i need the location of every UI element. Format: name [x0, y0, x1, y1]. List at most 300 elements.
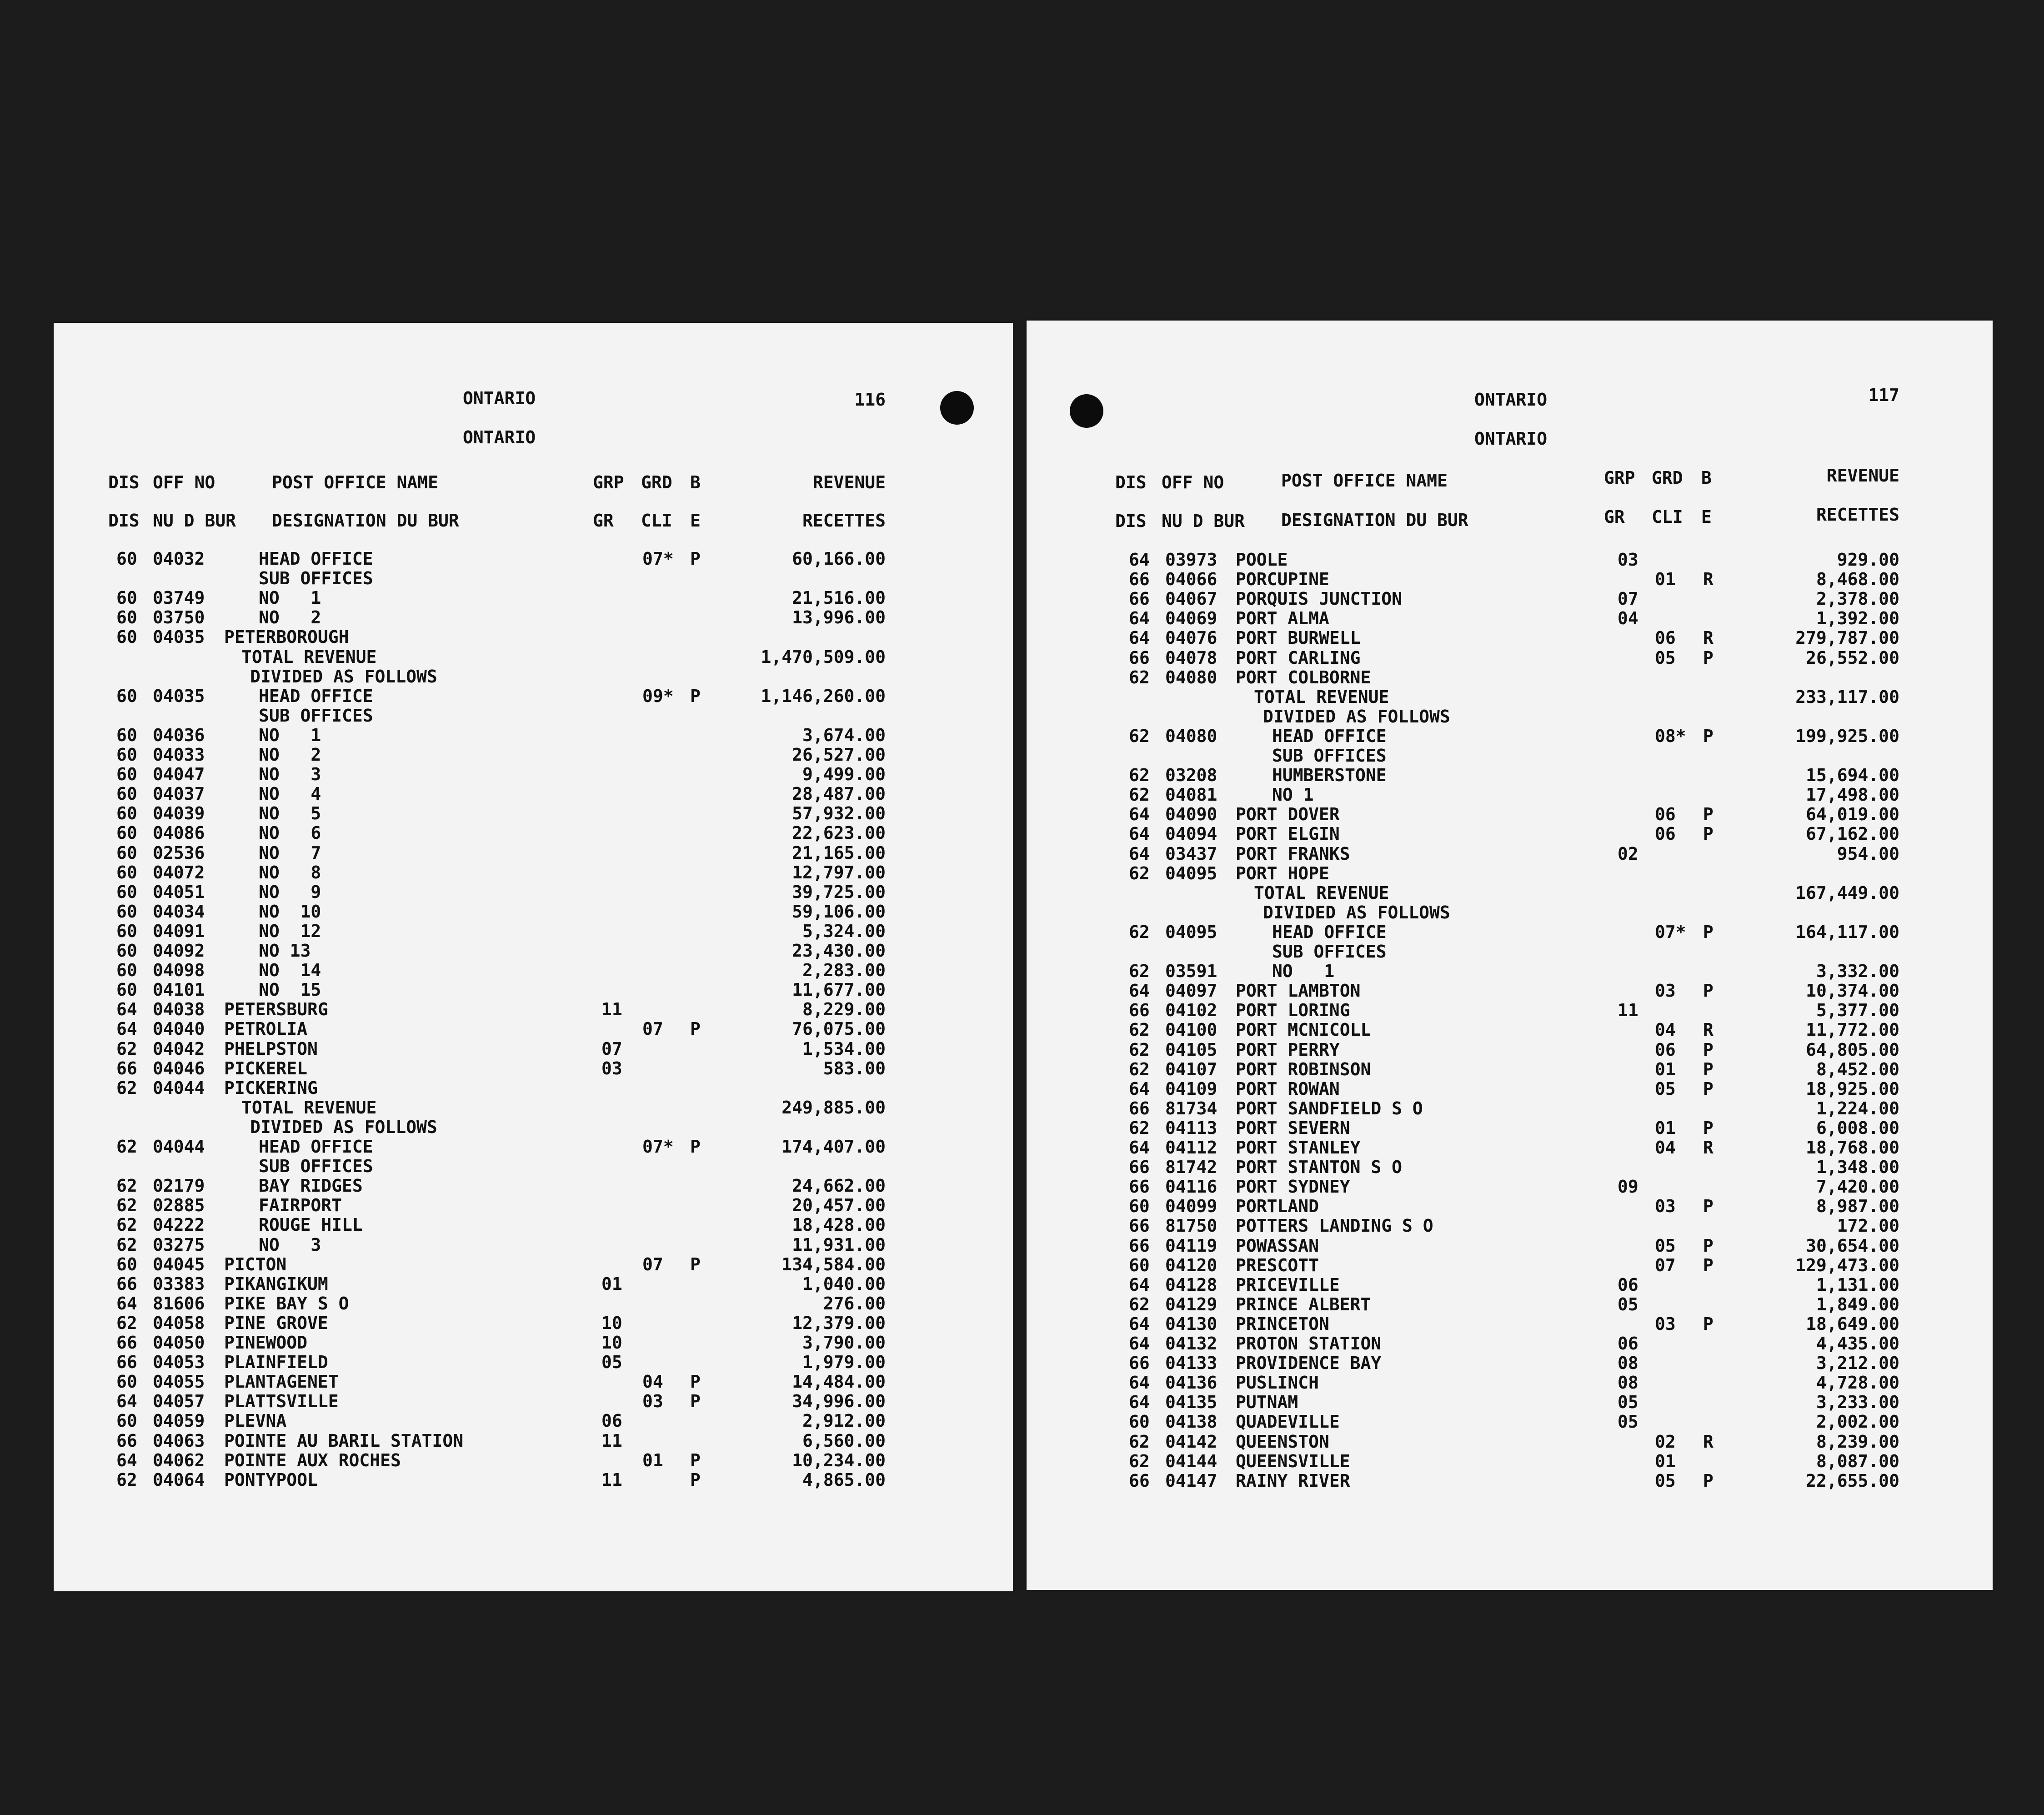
cell-revenue: 26,552.00	[1806, 647, 1899, 668]
cell-dis: 64	[116, 999, 137, 1020]
cell-name: NO 6	[259, 823, 321, 843]
cell-name: PORT ROBINSON	[1236, 1059, 1371, 1079]
cell-off-no: 04081	[1165, 785, 1217, 805]
cell-revenue: 4,728.00	[1816, 1373, 1899, 1393]
cell-revenue: 3,790.00	[802, 1333, 886, 1353]
cell-name: PONTYPOOL	[224, 1469, 318, 1490]
cell-dis: 60	[116, 960, 137, 981]
cell-name: PINE GROVE	[224, 1313, 328, 1333]
cell-name: POTTERS LANDING S O	[1236, 1216, 1433, 1236]
cell-revenue: 1,392.00	[1816, 608, 1899, 629]
cell-grp: 06	[1618, 1334, 1638, 1354]
cell-dis: 64	[1129, 1078, 1150, 1099]
cell-name: SUB OFFICES	[1272, 746, 1387, 766]
table-row	[1027, 1257, 1993, 1276]
cell-revenue: 22,623.00	[792, 823, 886, 843]
cell-name: PHELPSTON	[224, 1038, 318, 1059]
cell-revenue: 2,378.00	[1816, 589, 1899, 609]
table-row	[54, 1393, 1013, 1412]
cell-name: NO 9	[259, 882, 321, 902]
table-row	[54, 923, 1013, 942]
cell-grd: 06	[1655, 824, 1676, 844]
cell-revenue: 7,420.00	[1816, 1177, 1899, 1197]
cell-off-no: 04112	[1165, 1138, 1217, 1158]
cell-name: PIKANGIKUM	[224, 1274, 328, 1294]
cell-off-no: 04055	[153, 1372, 205, 1392]
cell-revenue: 10,234.00	[792, 1450, 886, 1470]
cell-off-no: 04044	[153, 1137, 205, 1157]
table-row	[54, 844, 1013, 864]
cell-off-no: 04035	[153, 686, 205, 706]
table-row	[54, 903, 1013, 923]
cell-grp: 11	[601, 1469, 622, 1490]
table-row	[1027, 649, 1993, 669]
cell-revenue: 8,468.00	[1816, 569, 1899, 590]
table-row	[1027, 1354, 1993, 1374]
cell-off-no: 04147	[1165, 1470, 1217, 1491]
cell-off-no: 04047	[153, 764, 205, 785]
table-row	[1027, 1413, 1993, 1433]
cell-name: PORT STANTON S O	[1236, 1157, 1403, 1178]
table-row	[1027, 786, 1993, 806]
cell-revenue: 583.00	[823, 1058, 886, 1078]
cell-name: PORT PERRY	[1236, 1039, 1340, 1060]
cell-revenue: 6,008.00	[1816, 1118, 1899, 1138]
cell-revenue: 1,979.00	[802, 1352, 886, 1373]
cell-off-no: 04086	[153, 823, 205, 843]
header-grd-fr: CLI	[641, 511, 672, 531]
table-row	[54, 1099, 1013, 1118]
table-row	[1027, 610, 1993, 629]
cell-revenue: 1,146,260.00	[761, 686, 886, 706]
cell-b: P	[690, 1372, 701, 1392]
table-row	[54, 1197, 1013, 1216]
cell-name: POWASSAN	[1236, 1235, 1319, 1256]
cell-b: R	[1703, 1138, 1713, 1158]
cell-revenue: 134,584.00	[782, 1254, 886, 1274]
cell-off-no: 04040	[153, 1019, 205, 1039]
table-row	[1027, 727, 1993, 747]
table-row	[54, 864, 1013, 883]
table-row	[54, 707, 1013, 727]
cell-off-no: 04051	[153, 882, 205, 902]
cell-grp: 10	[601, 1333, 622, 1353]
table-row	[1027, 747, 1993, 767]
cell-revenue: 8,452.00	[1816, 1059, 1899, 1079]
cell-name: QUADEVILLE	[1236, 1412, 1340, 1432]
cell-name: NO 1	[259, 588, 321, 608]
cell-dis: 62	[116, 1215, 137, 1235]
cell-b: P	[690, 549, 701, 569]
cell-name: NO 5	[259, 803, 321, 824]
cell-dis: 62	[116, 1078, 137, 1098]
cell-dis: 62	[1129, 1118, 1150, 1138]
cell-revenue: 28,487.00	[792, 784, 886, 804]
cell-revenue: 64,805.00	[1806, 1039, 1899, 1060]
cell-revenue: 9,499.00	[802, 764, 886, 785]
cell-revenue: 18,428.00	[792, 1215, 886, 1235]
cell-off-no: 04101	[153, 980, 205, 1000]
cell-dis: 64	[116, 1293, 137, 1314]
cell-b: P	[1703, 922, 1713, 942]
cell-off-no: 04033	[153, 745, 205, 765]
cell-off-no: 04066	[1165, 569, 1217, 590]
cell-off-no: 03208	[1165, 765, 1217, 786]
cell-grp: 05	[1618, 1412, 1638, 1432]
cell-revenue: 954.00	[1837, 843, 1899, 864]
cell-b: P	[1703, 1470, 1713, 1491]
cell-grd: 06	[1655, 628, 1676, 648]
cell-b: P	[1703, 981, 1713, 1001]
table-row	[54, 1452, 1013, 1471]
cell-dis: 60	[1129, 1412, 1150, 1432]
cell-name: QUEENSTON	[1236, 1431, 1329, 1452]
cell-name: ROUGE HILL	[259, 1215, 363, 1235]
cell-grp: 11	[601, 999, 622, 1020]
cell-off-no: 04067	[1165, 589, 1217, 609]
table-row	[1027, 1002, 1993, 1021]
page-number: 116	[854, 390, 886, 410]
cell-revenue: 276.00	[823, 1293, 886, 1314]
cell-dis: 66	[1129, 1000, 1150, 1021]
table-row	[54, 1354, 1013, 1373]
table-row	[54, 942, 1013, 962]
cell-name: PUSLINCH	[1236, 1373, 1319, 1393]
cell-name: PORCUPINE	[1236, 569, 1329, 590]
cell-off-no: 04042	[153, 1038, 205, 1059]
page-title: ONTARIO	[463, 388, 536, 408]
cell-name: PORT MCNICOLL	[1236, 1020, 1371, 1040]
cell-grp: 08	[1618, 1353, 1638, 1374]
cell-dis: 60	[116, 784, 137, 804]
cell-revenue: 67,162.00	[1806, 824, 1899, 844]
cell-off-no: 04036	[153, 725, 205, 745]
cell-dis: 64	[116, 1019, 137, 1039]
cell-dis: 60	[116, 1411, 137, 1431]
cell-grd: 04	[1655, 1020, 1676, 1040]
cell-grd: 04	[1655, 1138, 1676, 1158]
cell-dis: 60	[116, 921, 137, 941]
page-subtitle: ONTARIO	[463, 427, 536, 447]
cell-dis: 66	[116, 1430, 137, 1451]
cell-grd: 05	[1655, 1078, 1676, 1099]
header-grd: GRD	[641, 472, 672, 492]
cell-revenue: 5,377.00	[1816, 1000, 1899, 1021]
cell-off-no: 04080	[1165, 667, 1217, 687]
header-dis-fr: DIS	[108, 511, 140, 531]
cell-grd: 01	[1655, 1451, 1676, 1471]
cell-name: PETROLIA	[224, 1019, 308, 1039]
table-row	[1027, 1139, 1993, 1158]
header-off-no: OFF NO	[1162, 472, 1224, 492]
cell-dis: 60	[116, 607, 137, 628]
cell-off-no: 04092	[153, 941, 205, 961]
cell-revenue: 11,772.00	[1806, 1020, 1899, 1040]
cell-revenue: 18,768.00	[1806, 1138, 1899, 1158]
cell-off-no: 03383	[153, 1274, 205, 1294]
cell-revenue: 199,925.00	[1795, 726, 1899, 746]
cell-grd: 07	[642, 1254, 663, 1274]
cell-off-no: 04057	[153, 1391, 205, 1412]
cell-name: NO 1	[259, 725, 321, 745]
header-name-fr: DESIGNATION DU BUR	[1281, 510, 1468, 530]
cell-revenue: 233,117.00	[1795, 687, 1899, 707]
cell-name: FAIRPORT	[259, 1195, 342, 1216]
cell-off-no: 04080	[1165, 726, 1217, 746]
cell-name: NO 13	[259, 941, 311, 961]
cell-revenue: 11,677.00	[792, 980, 886, 1000]
cell-b: R	[1703, 569, 1713, 590]
cell-name: PLEVNA	[224, 1411, 287, 1431]
cell-revenue: 57,932.00	[792, 803, 886, 824]
table-row	[1027, 1453, 1993, 1472]
cell-revenue: 172.00	[1837, 1216, 1899, 1236]
table-row	[54, 1412, 1013, 1432]
cell-name: PORTLAND	[1236, 1196, 1319, 1217]
cell-name: NO 15	[259, 980, 321, 1000]
cell-dis: 64	[1129, 628, 1150, 648]
cell-grd: 07	[1655, 1255, 1676, 1275]
cell-b: R	[1703, 628, 1713, 648]
cell-off-no: 03275	[153, 1234, 205, 1255]
table-row	[1027, 943, 1993, 963]
cell-off-no: 04091	[153, 921, 205, 941]
cell-grd: 01	[1655, 1118, 1676, 1138]
cell-name: DIVIDED AS FOLLOWS	[250, 1117, 437, 1137]
cell-name: HEAD OFFICE	[259, 686, 373, 706]
header-revenue-fr: RECETTES	[802, 511, 886, 531]
cell-name: PRICEVILLE	[1236, 1274, 1340, 1295]
cell-revenue: 8,087.00	[1816, 1451, 1899, 1471]
table-row	[1027, 1061, 1993, 1080]
cell-revenue: 929.00	[1837, 550, 1899, 570]
cell-grd: 08*	[1655, 726, 1686, 746]
cell-revenue: 59,106.00	[792, 901, 886, 922]
cell-name: PORQUIS JUNCTION	[1236, 589, 1403, 609]
table-row	[54, 1060, 1013, 1079]
cell-name: NO 1	[1272, 961, 1335, 982]
cell-revenue: 64,019.00	[1806, 804, 1899, 825]
header-grp: GRP	[1604, 468, 1635, 488]
cell-grp: 05	[1618, 1392, 1638, 1413]
header-grd-fr: CLI	[1652, 507, 1683, 527]
page-subtitle: ONTARIO	[1474, 429, 1548, 449]
cell-grp: 05	[601, 1352, 622, 1373]
cell-name: TOTAL REVENUE	[1254, 687, 1389, 707]
cell-revenue: 164,117.00	[1795, 922, 1899, 942]
cell-revenue: 4,435.00	[1816, 1334, 1899, 1354]
cell-off-no: 04039	[153, 803, 205, 824]
cell-name: PORT ELGIN	[1236, 824, 1340, 844]
table-row	[54, 805, 1013, 824]
cell-off-no: 04128	[1165, 1274, 1217, 1295]
cell-off-no: 04062	[153, 1450, 205, 1470]
table-row	[1027, 1374, 1993, 1394]
table-row	[54, 1256, 1013, 1275]
cell-b: P	[1703, 647, 1713, 668]
cell-revenue: 30,654.00	[1806, 1235, 1899, 1256]
cell-off-no: 02179	[153, 1176, 205, 1196]
cell-b: P	[1703, 1078, 1713, 1099]
cell-dis: 66	[116, 1058, 137, 1078]
table-row	[1027, 1178, 1993, 1198]
cell-revenue: 279,787.00	[1795, 628, 1899, 648]
header-off-no: OFF NO	[153, 472, 215, 492]
cell-off-no: 04037	[153, 784, 205, 804]
table-row	[54, 727, 1013, 746]
table-row	[1027, 590, 1993, 610]
cell-dis: 64	[1129, 1138, 1150, 1158]
table-row	[1027, 1217, 1993, 1237]
cell-revenue: 174,407.00	[782, 1137, 886, 1157]
cell-revenue: 26,527.00	[792, 745, 886, 765]
page-title: ONTARIO	[1474, 390, 1548, 410]
cell-name: NO 2	[259, 607, 321, 628]
table-row	[1027, 1237, 1993, 1257]
cell-name: PETERSBURG	[224, 999, 328, 1020]
cell-b: P	[1703, 1255, 1713, 1275]
cell-dis: 62	[1129, 667, 1150, 687]
cell-name: SUB OFFICES	[259, 705, 373, 726]
header-revenue: REVENUE	[812, 472, 886, 492]
cell-dis: 60	[116, 725, 137, 745]
table-row	[54, 687, 1013, 707]
cell-name: PORT LORING	[1236, 1000, 1350, 1021]
cell-off-no: 81606	[153, 1293, 205, 1314]
cell-dis: 66	[1129, 1216, 1150, 1236]
cell-dis: 66	[116, 1352, 137, 1373]
cell-off-no: 03750	[153, 607, 205, 628]
cell-name: NO 2	[259, 745, 321, 765]
cell-name: POOLE	[1236, 550, 1288, 570]
header-off-no-fr: NU D BUR	[153, 511, 236, 531]
cell-dis: 62	[1129, 863, 1150, 883]
cell-dis: 62	[1129, 765, 1150, 786]
cell-dis: 64	[1129, 824, 1150, 844]
cell-name: NO 3	[259, 1234, 321, 1255]
cell-name: PORT SEVERN	[1236, 1118, 1350, 1138]
cell-off-no: 04090	[1165, 804, 1217, 825]
cell-b: P	[690, 1469, 701, 1490]
cell-dis: 64	[116, 1450, 137, 1470]
ledger-page-right	[1027, 321, 1993, 1590]
cell-name: PLANTAGENET	[224, 1372, 339, 1392]
cell-off-no: 04094	[1165, 824, 1217, 844]
cell-name: PICKERING	[224, 1078, 318, 1098]
cell-name: SUB OFFICES	[259, 568, 373, 589]
cell-dis: 66	[1129, 1177, 1150, 1197]
cell-off-no: 04132	[1165, 1334, 1217, 1354]
cell-grd: 03	[1655, 981, 1676, 1001]
cell-name: PORT SYDNEY	[1236, 1177, 1350, 1197]
cell-off-no: 04098	[153, 960, 205, 981]
cell-b: P	[1703, 1235, 1713, 1256]
cell-off-no: 04130	[1165, 1314, 1217, 1334]
table-row	[54, 1471, 1013, 1491]
cell-revenue: 4,865.00	[802, 1469, 886, 1490]
cell-off-no: 04109	[1165, 1078, 1217, 1099]
table-row	[54, 1275, 1013, 1295]
table-row	[1027, 806, 1993, 825]
table-row	[54, 1177, 1013, 1197]
table-row	[1027, 571, 1993, 590]
cell-grd: 04	[642, 1372, 663, 1392]
cell-revenue: 24,662.00	[792, 1176, 886, 1196]
header-name-fr: DESIGNATION DU BUR	[272, 511, 459, 531]
cell-name: PICTON	[224, 1254, 287, 1274]
table-row	[54, 648, 1013, 668]
cell-dis: 60	[116, 842, 137, 863]
cell-grp: 03	[601, 1058, 622, 1078]
cell-grp: 04	[1618, 608, 1638, 629]
cell-grd: 02	[1655, 1431, 1676, 1452]
table-row	[54, 1295, 1013, 1314]
cell-revenue: 15,694.00	[1806, 765, 1899, 786]
cell-revenue: 3,332.00	[1816, 961, 1899, 982]
cell-b: P	[690, 1019, 701, 1039]
table-row	[54, 668, 1013, 687]
cell-grd: 07	[642, 1019, 663, 1039]
cell-dis: 60	[116, 901, 137, 922]
table-row	[54, 1001, 1013, 1020]
cell-name: TOTAL REVENUE	[1254, 882, 1389, 903]
cell-off-no: 04059	[153, 1411, 205, 1431]
cell-dis: 66	[1129, 1235, 1150, 1256]
cell-revenue: 34,996.00	[792, 1391, 886, 1412]
cell-revenue: 21,165.00	[792, 842, 886, 863]
cell-revenue: 1,470,509.00	[761, 647, 886, 667]
header-b: B	[690, 472, 701, 492]
cell-grp: 02	[1618, 843, 1638, 864]
cell-revenue: 18,925.00	[1806, 1078, 1899, 1099]
table-row	[1027, 1119, 1993, 1139]
cell-grd: 05	[1655, 1235, 1676, 1256]
cell-name: PORT SANDFIELD S O	[1236, 1098, 1423, 1118]
cell-off-no: 02536	[153, 842, 205, 863]
cell-revenue: 1,040.00	[802, 1274, 886, 1294]
cell-off-no: 04034	[153, 901, 205, 922]
cell-revenue: 1,131.00	[1816, 1274, 1899, 1295]
cell-dis: 64	[1129, 981, 1150, 1001]
cell-b: P	[1703, 1039, 1713, 1060]
cell-revenue: 8,239.00	[1816, 1431, 1899, 1452]
punch-hole	[940, 391, 974, 425]
cell-dis: 60	[116, 627, 137, 647]
cell-name: DIVIDED AS FOLLOWS	[250, 666, 437, 687]
cell-revenue: 249,885.00	[782, 1097, 886, 1118]
cell-dis: 64	[1129, 1334, 1150, 1354]
cell-revenue: 10,374.00	[1806, 981, 1899, 1001]
cell-dis: 60	[1129, 1255, 1150, 1275]
punch-hole	[1070, 394, 1103, 428]
cell-dis: 62	[116, 1469, 137, 1490]
cell-b: P	[1703, 804, 1713, 825]
cell-dis: 66	[116, 1274, 137, 1294]
cell-off-no: 81734	[1165, 1098, 1217, 1118]
cell-dis: 62	[116, 1234, 137, 1255]
table-row	[1027, 1100, 1993, 1119]
cell-revenue: 14,484.00	[792, 1372, 886, 1392]
table-row	[54, 962, 1013, 981]
cell-name: NO 4	[259, 784, 321, 804]
cell-grp: 07	[1618, 589, 1638, 609]
cell-name: PUTNAM	[1236, 1392, 1298, 1413]
header-b-fr: E	[1701, 507, 1712, 527]
table-row	[54, 609, 1013, 628]
header-b: B	[1701, 468, 1712, 488]
table-row	[54, 1314, 1013, 1334]
cell-dis: 60	[116, 588, 137, 608]
